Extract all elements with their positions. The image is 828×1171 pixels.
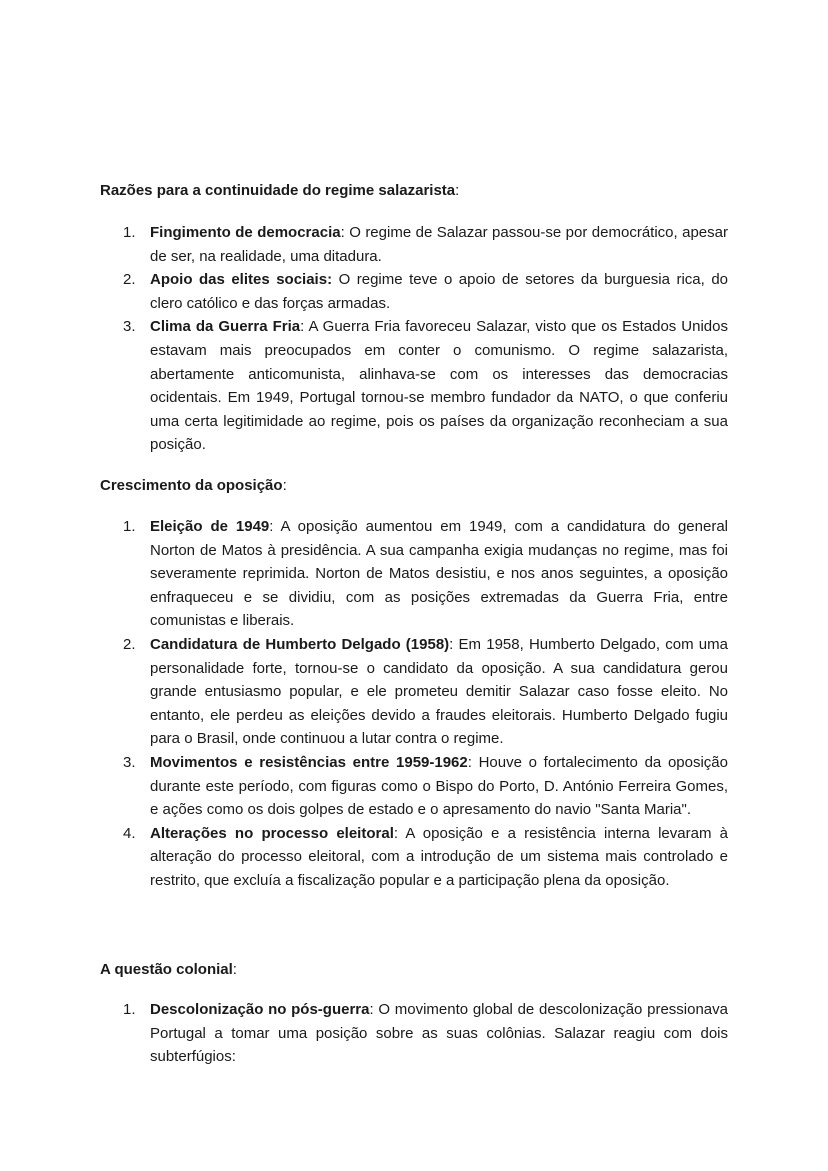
continuity-list xyxy=(123,221,729,457)
list-item-text: : A oposição aumentou em 1949, com a candidatura do general Norton de Matos à presidência. A sua campanha exigia mudanças no regime, mas foi severamente reprimida. Norton de Matos desistiu, e nos anos seguintes, a oposição enfraqueceu e se dividiu, com as posições extremadas da Guerra Fria, entre comunistas e liberais. xyxy=(150,518,728,630)
list-item-text: : O movimento global de descolonização pressionava Portugal a tomar uma posição sobre as suas colônias. Salazar reagiu com dois subterfúgios: xyxy=(150,1001,728,1066)
list-item-term: Movimentos e resistências entre 1959-1962 xyxy=(150,753,468,771)
list-item xyxy=(123,633,728,751)
list-item xyxy=(123,315,728,457)
list-item-text: : A Guerra Fria favoreceu Salazar, visto que os Estados Unidos estavam mais preocupados em conter o comunismo. O regime salazarista, abertamente anticomunista, alinhava-se com os interesses das democracias ocidentais. Em 1949, Portugal tornou-se membro fundador da NATO, o que conferiu uma certa legitimidade ao regime, pois os países da organização reconheciam a sua posição. xyxy=(150,318,728,454)
section-heading-colonial xyxy=(100,958,730,982)
section-heading-text: A questão colonial xyxy=(100,961,233,978)
section-heading-colon: : xyxy=(455,182,460,199)
opposition-list xyxy=(123,515,728,893)
list-item-number: 1. xyxy=(123,1001,136,1018)
list-item xyxy=(123,515,728,633)
section-heading-text: Razões para a continuidade do regime salazarista xyxy=(100,182,456,199)
list-item xyxy=(123,822,728,893)
list-item-term: Alterações no processo eleitoral xyxy=(150,824,394,842)
list-item-text: : A oposição e a resistência interna levaram à alteração do processo eleitoral, com a introdução de um sistema mais controlado e restrito, que excluía a fiscalização popular e a participação plena da oposição. xyxy=(150,824,728,889)
list-item xyxy=(123,221,728,268)
section-heading-colon: : xyxy=(282,477,287,494)
list-item-number: 3. xyxy=(123,318,136,336)
list-item-term: Apoio das elites sociais: xyxy=(150,271,333,289)
list-item-term: Clima da Guerra Fria xyxy=(150,318,301,336)
list-item-term: Descolonização no pós-guerra xyxy=(150,1001,370,1018)
list-item-text: : O regime de Salazar passou-se por democrático, apesar de ser, na realidade, uma ditadura. xyxy=(150,224,728,265)
list-item-number: 1. xyxy=(123,518,136,535)
list-item xyxy=(123,751,728,822)
list-item-number: 4. xyxy=(123,824,136,842)
list-item xyxy=(123,268,729,315)
list-item-term: Fingimento de democracia xyxy=(150,224,341,241)
section-heading-text: Crescimento da oposição xyxy=(100,477,283,494)
list-item-number: 2. xyxy=(123,271,136,289)
list-item-number: 3. xyxy=(123,753,136,771)
list-item-term: Candidatura de Humberto Delgado (1958) xyxy=(150,635,450,653)
list-item-number: 2. xyxy=(123,635,136,653)
list-item-term: Eleição de 1949 xyxy=(150,518,270,535)
list-item-text: : Houve o fortalecimento da oposição durante este período, com figuras como o Bispo do Porto, D. António Ferreira Gomes, e ações como os dois golpes de estado e o apresamento do navio "Santa Maria". xyxy=(150,753,728,819)
colonial-list xyxy=(123,998,728,1069)
list-item-text: O regime teve o apoio de setores da burguesia rica, do clero católico e das forças armadas. xyxy=(150,271,729,312)
section-heading-colon: : xyxy=(232,961,237,978)
list-item-number: 1. xyxy=(123,224,136,241)
section-heading-continuity xyxy=(100,179,730,203)
list-item-text: : Em 1958, Humberto Delgado, com uma personalidade forte, tornou-se o candidato da oposição. A sua candidatura gerou grande entusiasmo popular, e ele prometeu demitir Salazar caso fosse eleito. No entanto, ele perdeu as eleições devido a fraudes eleitorais. Humberto Delgado fugiu para o Brasil, onde continuou a lutar contra o regime. xyxy=(150,635,728,748)
list-item xyxy=(123,998,728,1069)
section-heading-opposition xyxy=(100,474,730,498)
